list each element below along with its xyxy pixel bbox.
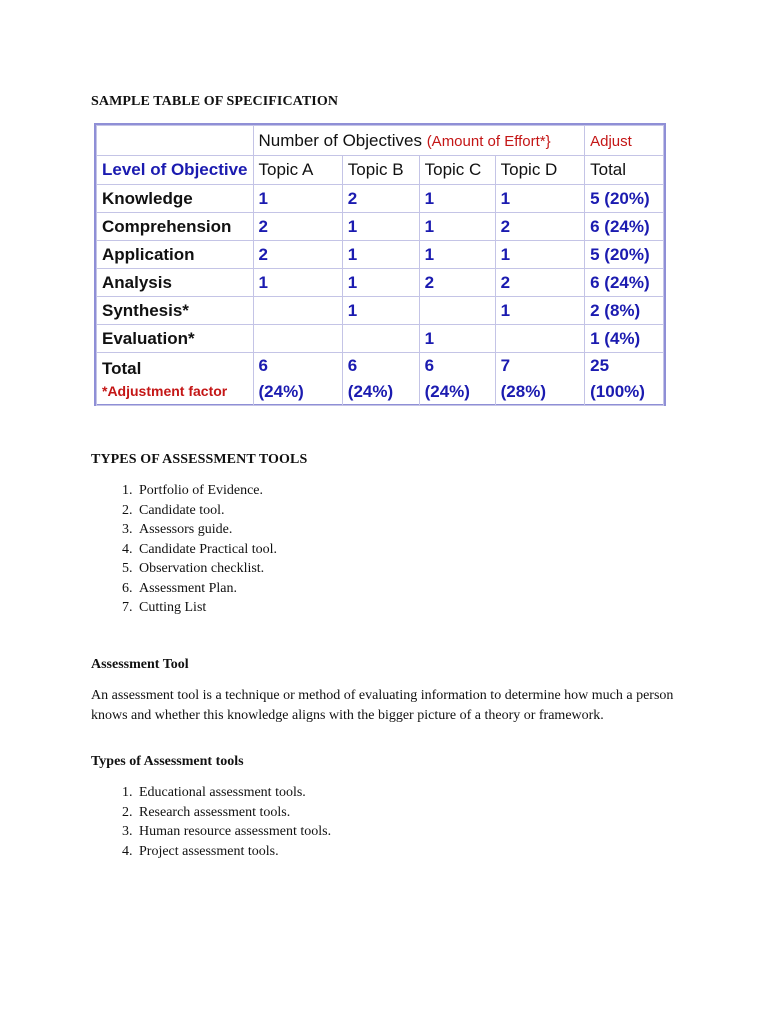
row-level: Application [97, 241, 254, 269]
topic-d-header: Topic D [495, 156, 584, 185]
list-item: 3. Assessors guide. [136, 520, 736, 540]
specification-table [94, 123, 666, 406]
cell-total: 6 (24%) [585, 213, 664, 241]
topic-b-header: Topic B [342, 156, 419, 185]
cell-topic-c [419, 297, 495, 325]
cell-topic-b: 1 [342, 297, 419, 325]
cell-topic-d: 2 [495, 213, 584, 241]
row-level: Knowledge [97, 185, 254, 213]
types-title: TYPES OF ASSESSMENT TOOLS [91, 452, 308, 467]
objectives-header-label: Number of Objectives [258, 130, 422, 150]
table-header-row-1 [97, 126, 664, 156]
list-item: 5. Observation checklist. [136, 559, 736, 579]
cell-topic-d: 2 [495, 269, 584, 297]
cell-topic-d: 1 [495, 297, 584, 325]
spec-title: SAMPLE TABLE OF SPECIFICATION [91, 94, 339, 109]
assessment-tool-definition: An assessment tool is a technique or method of evaluating information to determine how much a person knows and whether this knowledge aligns with the bigger picture of a theory or framework. [91, 688, 674, 723]
total-topic-c: 6 (24%) [419, 353, 495, 406]
table-row [97, 241, 664, 269]
types-of-tools-list [90, 783, 736, 861]
row-level: Evaluation* [97, 325, 254, 353]
row-level: Comprehension [97, 213, 254, 241]
list-item: 6. Assessment Plan. [136, 579, 736, 599]
cell-topic-b [342, 325, 419, 353]
total-header: Total [585, 156, 664, 185]
cell-topic-d: 1 [495, 185, 584, 213]
cell-topic-c: 1 [419, 241, 495, 269]
cell-topic-b: 1 [342, 269, 419, 297]
effort-note: (Amount of Effort*} [426, 132, 551, 150]
assessment-tool-heading: Assessment Tool [91, 657, 189, 672]
cell-topic-a [253, 297, 342, 325]
cell-total: 1 (4%) [585, 325, 664, 353]
total-topic-d: 7 (28%) [495, 353, 584, 406]
adjustment-factor-label: *Adjustment factor [102, 383, 228, 399]
total-topic-a: 6 (24%) [253, 353, 342, 406]
table-row [97, 185, 664, 213]
cell-topic-a: 1 [253, 269, 342, 297]
table-row [97, 269, 664, 297]
totals-row [97, 353, 664, 406]
list-item: 4. Project assessment tools. [136, 842, 736, 862]
spec-table-grid [96, 125, 664, 406]
list-item: 1. Educational assessment tools. [136, 783, 736, 803]
cell-topic-a: 2 [253, 241, 342, 269]
list-item: 2. Research assessment tools. [136, 803, 736, 823]
row-level: Synthesis* [97, 297, 254, 325]
table-row [97, 297, 664, 325]
topic-c-header: Topic C [419, 156, 495, 185]
cell-topic-d [495, 325, 584, 353]
objectives-header [253, 126, 585, 156]
types-of-tools-heading: Types of Assessment tools [91, 754, 244, 769]
table-header-row-2 [97, 156, 664, 185]
empty-corner-cell [97, 126, 254, 156]
cell-topic-a: 2 [253, 213, 342, 241]
grand-total: 25 (100%) [585, 353, 664, 406]
cell-topic-b: 1 [342, 213, 419, 241]
list-item: 7. Cutting List [136, 598, 736, 618]
cell-topic-c: 1 [419, 325, 495, 353]
topic-a-header: Topic A [253, 156, 342, 185]
adjust-header: Adjust [585, 126, 664, 156]
cell-topic-b: 2 [342, 185, 419, 213]
total-topic-b: 6 (24%) [342, 353, 419, 406]
cell-topic-c: 2 [419, 269, 495, 297]
types-list [90, 481, 736, 618]
cell-total: 5 (20%) [585, 185, 664, 213]
cell-topic-a [253, 325, 342, 353]
cell-total: 2 (8%) [585, 297, 664, 325]
totals-label: Total [102, 359, 142, 378]
cell-topic-d: 1 [495, 241, 584, 269]
list-item: 2. Candidate tool. [136, 501, 736, 521]
cell-topic-c: 1 [419, 185, 495, 213]
totals-label-cell [97, 353, 254, 406]
list-item: 4. Candidate Practical tool. [136, 540, 736, 560]
cell-topic-b: 1 [342, 241, 419, 269]
list-item: 3. Human resource assessment tools. [136, 822, 736, 842]
cell-topic-a: 1 [253, 185, 342, 213]
list-item: 1. Portfolio of Evidence. [136, 481, 736, 501]
cell-total: 6 (24%) [585, 269, 664, 297]
cell-topic-c: 1 [419, 213, 495, 241]
table-row [97, 213, 664, 241]
row-level: Analysis [97, 269, 254, 297]
level-header: Level of Objective [97, 156, 254, 185]
cell-total: 5 (20%) [585, 241, 664, 269]
table-row [97, 325, 664, 353]
